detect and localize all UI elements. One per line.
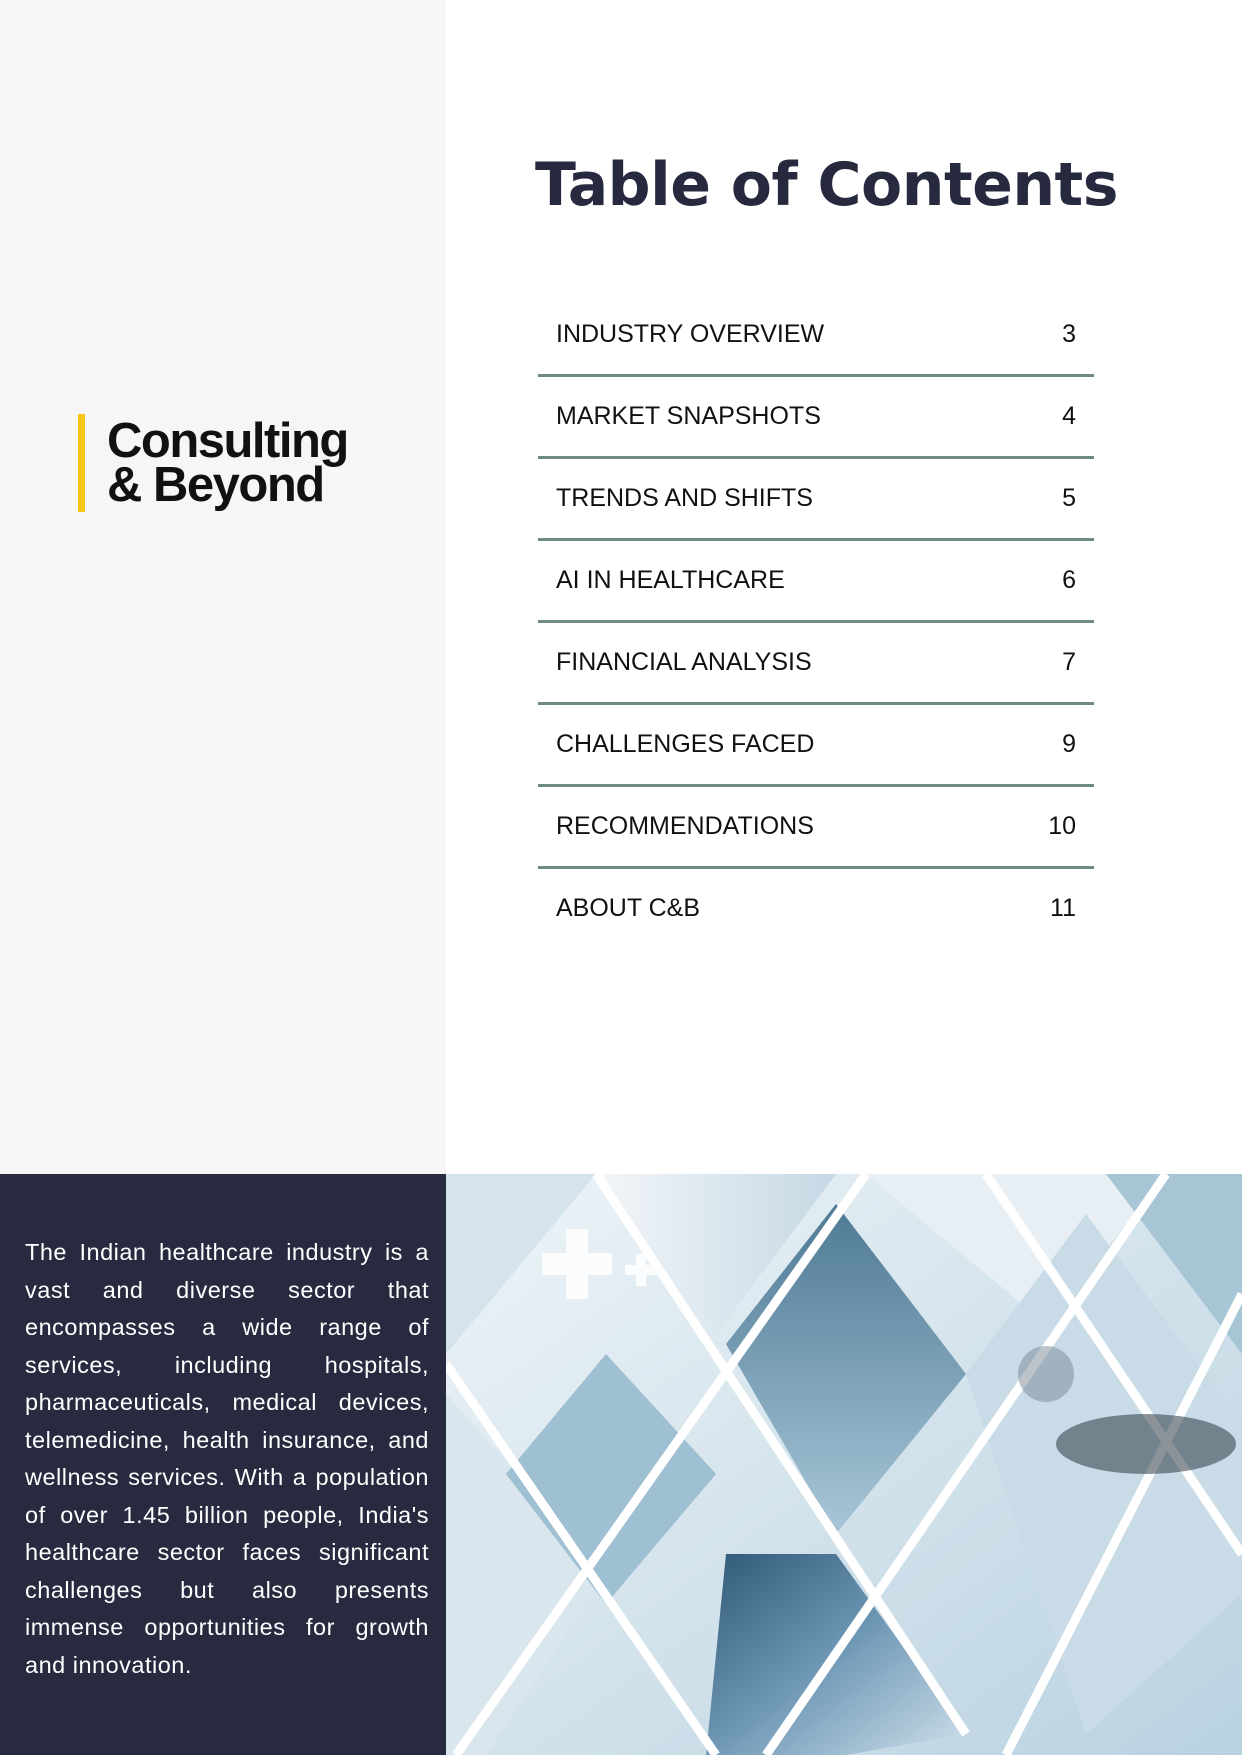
- intro-paragraph: The Indian healthcare industry is a vast and diverse sector that encompasses a wide range of services, including hospitals, pharmaceuticals, medical devices, telemedicine, health insurance, and wellness services. With a population of over 1.45 billion people, India's healthcare sector faces significant challenges but also presents immense opportunities for growth and innovation.: [25, 1239, 429, 1678]
- logo-line-2: & Beyond: [107, 458, 324, 512]
- intro-panel: [0, 1174, 446, 1755]
- healthcare-photo-collage: [446, 1174, 1242, 1755]
- toc-item-recommendations[interactable]: [538, 787, 1094, 869]
- toc-item-label: INDUSTRY OVERVIEW: [556, 320, 825, 348]
- toc-title: Table of Contents: [535, 150, 1118, 220]
- toc-item-label: FINANCIAL ANALYSIS: [556, 648, 812, 676]
- toc-list: [538, 295, 1094, 948]
- logo-accent-bar: [78, 414, 85, 512]
- collage-image: [446, 1174, 1242, 1755]
- toc-item-page: 10: [1048, 812, 1076, 840]
- toc-item-market-snapshots[interactable]: [538, 377, 1094, 459]
- toc-item-page: 4: [1062, 402, 1076, 430]
- toc-item-label: MARKET SNAPSHOTS: [556, 402, 821, 430]
- toc-item-label: TRENDS AND SHIFTS: [556, 484, 813, 512]
- logo-wordmark: [107, 414, 348, 512]
- brand-logo: [78, 414, 348, 512]
- toc-item-about-cb[interactable]: [538, 869, 1094, 948]
- toc-item-page: 5: [1062, 484, 1076, 512]
- toc-item-financial-analysis[interactable]: [538, 623, 1094, 705]
- toc-item-page: 9: [1062, 730, 1076, 758]
- toc-item-page: 6: [1062, 566, 1076, 594]
- toc-item-label: ABOUT C&B: [556, 894, 701, 922]
- toc-item-page: 11: [1050, 894, 1076, 922]
- left-panel: [0, 0, 446, 1174]
- toc-item-label: CHALLENGES FACED: [556, 730, 815, 758]
- toc-item-challenges-faced[interactable]: [538, 705, 1094, 787]
- toc-item-page: 7: [1062, 648, 1076, 676]
- toc-item-trends-and-shifts[interactable]: [538, 459, 1094, 541]
- toc-item-page: 3: [1062, 320, 1076, 348]
- toc-item-label: RECOMMENDATIONS: [556, 812, 814, 840]
- toc-item-industry-overview[interactable]: [538, 295, 1094, 377]
- toc-item-ai-in-healthcare[interactable]: [538, 541, 1094, 623]
- toc-item-label: AI IN HEALTHCARE: [556, 566, 785, 594]
- logo-line-1: Consulting: [107, 414, 348, 468]
